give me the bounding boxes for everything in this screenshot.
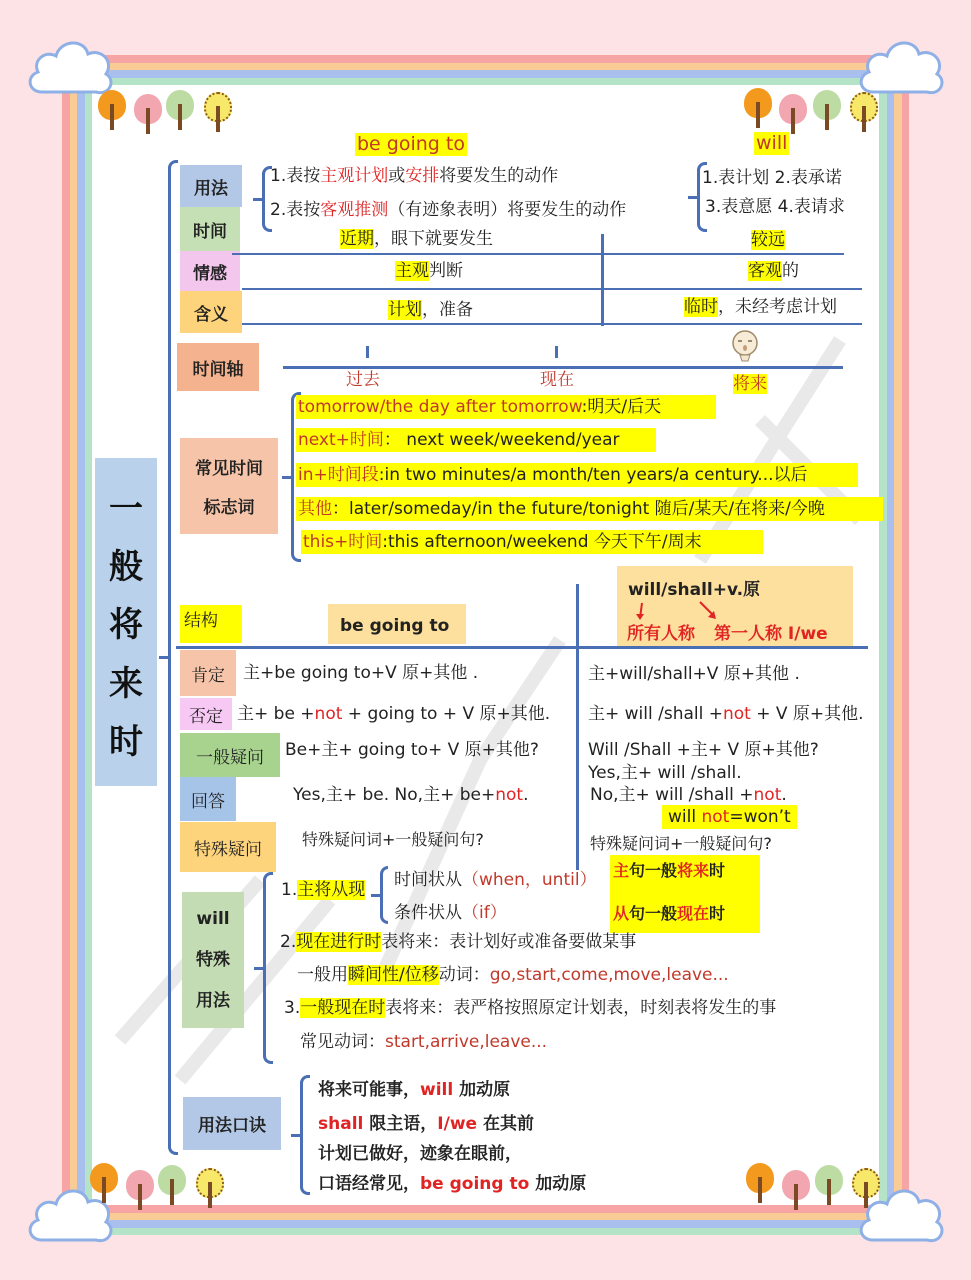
rule3-sub: 常见动词：start,arrive,leave...	[300, 1032, 548, 1052]
tree-icon-yellow	[196, 1168, 224, 1208]
tree-icon-orange	[746, 1163, 774, 1203]
main-clause-tense: 主句一般将来时	[613, 861, 726, 880]
label-will-special: will 特殊 用法	[182, 892, 244, 1028]
title-char: 时	[109, 722, 143, 763]
timeline-past: 过去	[346, 370, 380, 390]
mnemonic-line: 将来可能事，will 加动原	[318, 1080, 511, 1100]
tree-icon-pink	[134, 94, 162, 134]
label-negative: 否定	[180, 698, 232, 730]
tree-icon-green	[815, 1165, 843, 1205]
label-affirmative: 肯定	[180, 650, 236, 696]
mnemonic-line: shall 限主语，I/we 在其前	[318, 1114, 534, 1134]
marker-item: 其他：later/someday/in the future/tonight 随后/某天/在将来/今晚	[296, 497, 883, 521]
label-usage: 用法	[180, 165, 242, 207]
divider	[601, 234, 604, 326]
label-yes-no-question: 一般疑问	[180, 733, 280, 777]
mnemonic-brace	[300, 1075, 310, 1195]
label-meaning: 含义	[180, 291, 242, 333]
tree-icon-green	[158, 1165, 186, 1205]
timeline-now: 现在	[540, 370, 574, 390]
structure-header-bgt: be going to	[328, 604, 466, 644]
divider	[242, 288, 862, 290]
rainbow-bottom-border	[95, 1205, 877, 1235]
timeline-tick	[555, 346, 558, 358]
tree-icon-orange	[90, 1163, 118, 1203]
usage-will-line-1: 1.表计划 2.表承诺	[702, 168, 842, 188]
label-time-markers: 常见时间 标志词	[180, 438, 278, 534]
tree-icon-pink	[126, 1170, 154, 1210]
question-bgt: Be+主+ going to+ V 原+其他?	[285, 740, 539, 760]
label-mnemonic: 用法口诀	[183, 1097, 281, 1150]
label-structure: 结构	[180, 605, 242, 643]
special-brace	[263, 872, 273, 1064]
tree-icon-green	[166, 90, 194, 130]
marker-item: in+时间段:in two minutes/a month/ten years/a century...以后	[296, 463, 858, 487]
time-will: 较远	[751, 230, 785, 250]
rule1-brace	[380, 866, 388, 924]
time-bgt: 近期，眼下就要发生	[340, 229, 493, 249]
rule1-time-clause: 时间状从（when，until）	[394, 870, 597, 890]
contraction-note: will not=won’t	[662, 805, 797, 829]
question-will: Will /Shall +主+ V 原+其他?	[588, 740, 819, 760]
rainbow-top-border	[95, 55, 877, 85]
usage-bgt-line-2: 2.表按客观推测（有迹象表明）将要发生的动作	[270, 200, 627, 220]
rule2-sub: 一般用瞬间性/位移动词：go,start,come,move,leave...	[297, 965, 729, 985]
structure-header-will: will/shall+v.原	[628, 580, 761, 600]
label-time: 时间	[180, 207, 240, 251]
divider	[576, 584, 579, 870]
affirmative-bgt: 主+be going to+V 原+其他 .	[243, 663, 479, 683]
label-wh-question: 特殊疑问	[180, 822, 276, 872]
emotion-bgt: 主观判断	[395, 261, 463, 281]
timeline-future: 将来	[733, 374, 767, 394]
rule2: 2.现在进行时表将来：表计划好或准备要做某事	[280, 932, 637, 952]
sub-clause-tense: 从句一般现在时	[613, 904, 726, 923]
tree-icon-pink	[779, 94, 807, 134]
negative-will: 主+ will /shall +not + V 原+其他.	[588, 704, 864, 724]
usage-bgt-line-1: 1.表按主观计划或安排将要发生的动作	[270, 166, 559, 186]
divider	[242, 323, 862, 325]
emotion-will: 客观的	[748, 261, 799, 281]
mnemonic-line: 口语经常见，be going to 加动原	[318, 1174, 587, 1194]
usage-will-line-2: 3.表意愿 4.表请求	[705, 197, 845, 217]
cartoon-face-icon	[728, 328, 762, 362]
affirmative-will: 主+will/shall+V 原+其他 .	[588, 664, 800, 684]
tree-icon-yellow	[204, 92, 232, 132]
negative-bgt: 主+ be +not + going to + V 原+其他.	[237, 704, 551, 724]
wh-question-will: 特殊疑问词+一般疑问句?	[590, 834, 772, 853]
tree-icon-orange	[744, 88, 772, 128]
main-brace	[168, 160, 178, 1155]
arrow-icons	[630, 600, 730, 624]
rainbow-right-border	[879, 85, 909, 1205]
tree-icon-pink	[782, 1170, 810, 1210]
meaning-will: 临时，未经考虑计划	[684, 297, 837, 317]
tree-icon-orange	[98, 90, 126, 130]
label-answer: 回答	[180, 777, 236, 821]
title-char: 般	[109, 547, 143, 588]
mnemonic-line: 计划已做好，迹象在眼前，	[318, 1144, 522, 1164]
tree-icon-green	[813, 90, 841, 130]
label-emotion: 情感	[180, 251, 240, 291]
answer-will-yes: Yes,主+ will /shall.	[588, 763, 742, 783]
title-char: 来	[109, 663, 143, 704]
structure-will-note-all: 所有人称	[627, 624, 695, 644]
title-char: 将	[109, 605, 143, 646]
column-header-will: will	[756, 132, 788, 154]
timeline-tick	[366, 346, 369, 358]
marker-item: this+时间:this afternoon/weekend 今天下午/周末	[301, 530, 763, 554]
structure-will-note-first: 第一人称 I/we	[714, 624, 828, 644]
tree-icon-yellow	[852, 1168, 880, 1208]
divider	[232, 253, 844, 255]
marker-item: tomorrow/the day after tomorrow:明天/后天	[296, 395, 716, 419]
divider	[176, 646, 868, 649]
tree-icon-yellow	[850, 92, 878, 132]
label-timeline: 时间轴	[177, 343, 259, 391]
answer-bgt: Yes,主+ be. No,主+ be+not.	[293, 785, 529, 805]
wh-question-bgt: 特殊疑问词+一般疑问句?	[302, 830, 484, 849]
timeline-axis	[283, 366, 843, 369]
title-char: 一	[109, 488, 143, 529]
rule1: 1.主将从现	[281, 880, 366, 900]
marker-item: next+时间： next week/weekend/year	[296, 428, 656, 452]
page-title	[95, 458, 157, 786]
column-header-be-going-to: be going to	[357, 133, 465, 155]
rule3: 3.一般现在时表将来：表严格按照原定计划表，时刻表将发生的事	[284, 998, 777, 1018]
answer-will-no: No,主+ will /shall +not.	[590, 785, 787, 805]
rule1-condition-clause: 条件状从（if）	[394, 903, 507, 923]
meaning-bgt: 计划，准备	[388, 300, 473, 320]
rainbow-left-border	[62, 85, 92, 1205]
